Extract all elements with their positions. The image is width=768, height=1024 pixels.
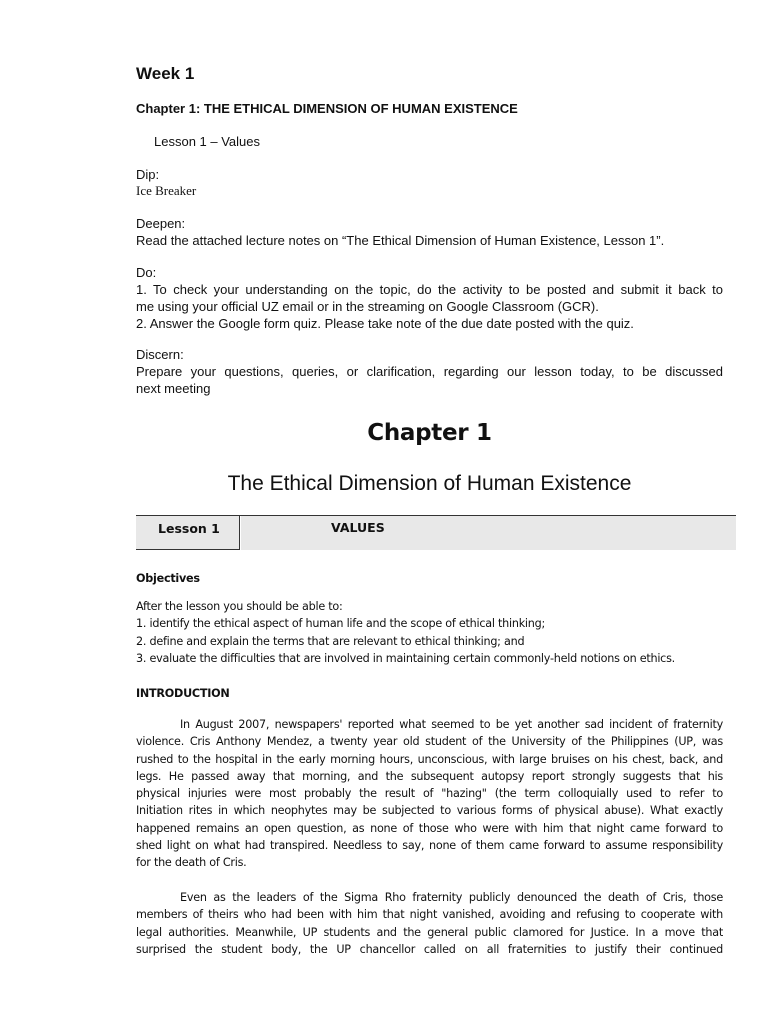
objectives-list <box>136 598 675 667</box>
paragraph-line: shed light on what had transpired. Needless to say, none of them came forward to assume responsibility <box>136 839 723 853</box>
paragraph-line: violence. Cris Anthony Mendez, a twenty year old student of the University of the Philippines (UP, was <box>136 735 723 749</box>
deepen-heading: Deepen: <box>136 216 186 231</box>
objectives-heading: Objectives <box>136 572 200 585</box>
paragraph-line: In August 2007, newspapers' reported what seemed to be yet another sad incident of fraternity <box>180 718 723 731</box>
objective-item: 3. evaluate the difficulties that are involved in maintaining certain commonly-held notions on ethics. <box>136 651 675 665</box>
introduction-heading: INTRODUCTION <box>136 687 230 700</box>
paragraph-line: surprised the student body, the UP chancellor called on all fraternities to justify their continued <box>136 942 723 956</box>
chapter-title: Chapter 1 <box>367 420 492 446</box>
do-list <box>136 281 723 332</box>
do-heading: Do: <box>136 265 157 280</box>
lesson-table-topic-cell: VALUES <box>241 516 736 550</box>
do-item-1-line-1: 1. To check your understanding on the topic, do the activity to be posted and submit it back to <box>136 282 723 297</box>
paragraph-line: legs. He passed away that morning, and the subsequent autopsy report strongly suggests that his <box>136 769 723 783</box>
introduction-paragraph-2 <box>136 889 723 958</box>
do-item-1-line-2: me using your official UZ email or in the streaming on Google Classroom (GCR). <box>136 299 599 314</box>
discern-heading: Discern: <box>136 347 184 362</box>
chapter-subtitle: The Ethical Dimension of Human Existence <box>227 472 632 495</box>
deepen-text: Read the attached lecture notes on “The Ethical Dimension of Human Existence, Lesson 1”. <box>136 233 665 248</box>
introduction-paragraph-1 <box>136 716 723 872</box>
paragraph-line: members of theirs who had been with him that night vanished, avoiding and refusing to cooperate with <box>136 908 723 922</box>
paragraph-line: happened remains an open question, as none of those who were with him that night came forward to <box>136 821 723 835</box>
lesson-table <box>136 515 736 550</box>
objective-item: 1. identify the ethical aspect of human life and the scope of ethical thinking; <box>136 617 545 631</box>
chapter-line: Chapter 1: THE ETHICAL DIMENSION OF HUMAN EXISTENCE <box>136 101 518 116</box>
dip-heading: Dip: <box>136 167 160 182</box>
dip-text: Ice Breaker <box>136 183 197 198</box>
lesson-line: Lesson 1 – Values <box>154 134 260 149</box>
paragraph-line: legal authorities. Meanwhile, UP students and the general public clamored for Justice. In a move that <box>136 925 723 939</box>
paragraph-line: physical injuries were most probably the result of "hazing" (the term colloquially used to refer to <box>136 787 723 801</box>
discern-line-1: Prepare your questions, queries, or clarification, regarding our lesson today, to be discussed <box>136 364 723 379</box>
discern-line-2: next meeting <box>136 381 211 396</box>
lesson-table-lesson-cell: Lesson 1 <box>136 516 240 550</box>
paragraph-line: rushed to the hospital in the early morning hours, unconscious, with large bruises on his chest, back, and <box>136 752 723 766</box>
paragraph-line: Even as the leaders of the Sigma Rho fraternity publicly denounced the death of Cris, those <box>180 891 723 904</box>
week-heading: Week 1 <box>136 64 195 83</box>
do-item-2: 2. Answer the Google form quiz. Please take note of the due date posted with the quiz. <box>136 316 634 331</box>
objectives-intro: After the lesson you should be able to: <box>136 600 343 613</box>
paragraph-line: Initiation rites in which neophytes may be subjected to various forms of physical abuse). What exactly <box>136 804 723 818</box>
discern-text <box>136 363 723 397</box>
objective-item: 2. define and explain the terms that are relevant to ethical thinking; and <box>136 634 525 648</box>
paragraph-line: for the death of Cris. <box>136 856 247 870</box>
